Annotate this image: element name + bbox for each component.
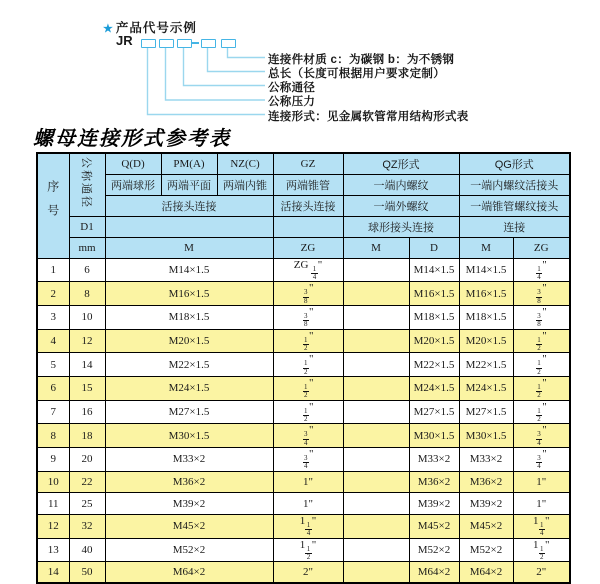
cell-qz_d: M36×2	[409, 471, 459, 493]
cell-m: M33×2	[105, 448, 273, 472]
table-row	[37, 493, 570, 515]
cell-no: 7	[37, 400, 69, 424]
cell-qg_m: M36×2	[459, 471, 513, 493]
cell-qg_zg: $\frac{3}{8}$ "	[513, 305, 570, 329]
cell-qg_m: M39×2	[459, 493, 513, 515]
cell-qz_d: M45×2	[409, 514, 459, 538]
cell-qg_m: M33×2	[459, 448, 513, 472]
cell-qz_m	[343, 305, 409, 329]
cell-qz_m	[343, 353, 409, 377]
fraction: $\frac{1}{2}$	[304, 335, 308, 352]
table-row	[37, 329, 570, 353]
cell-m: M36×2	[105, 471, 273, 493]
fraction: $\frac{1}{2}$	[304, 382, 308, 400]
header-thread-m2: M	[343, 237, 409, 258]
header-end-qz: 一端内螺纹	[343, 174, 459, 195]
header-thread-zg2: ZG	[513, 237, 570, 258]
fraction: $\frac{1}{2}$	[537, 382, 541, 400]
cell-qg_m: M18×1.5	[459, 305, 513, 329]
table-row	[37, 353, 570, 377]
cell-qg_zg: 1 $\frac{1}{2}$ "	[513, 538, 570, 562]
header-form-pma: PM(A)	[161, 153, 217, 174]
fraction: $\frac{3}{8}$	[304, 288, 308, 305]
cell-qz_m	[343, 562, 409, 584]
header-thread-m1: M	[105, 237, 273, 258]
cell-dn: 32	[69, 514, 105, 538]
table-row	[37, 376, 570, 400]
callout-line	[208, 47, 266, 72]
cell-qz_m	[343, 514, 409, 538]
cell-qz_m	[343, 471, 409, 493]
cell-no: 12	[37, 514, 69, 538]
cell-qg_m: M52×2	[459, 538, 513, 562]
nut-connection-table	[36, 152, 571, 584]
cell-no: 2	[37, 282, 69, 306]
diagram-heading-text: 产品代号示例	[115, 21, 197, 35]
code-segment-box	[177, 39, 192, 48]
cell-qg_zg: 1"	[513, 471, 570, 493]
header-end-nzc: 两端内锥	[217, 174, 273, 195]
cell-gz: 1 $\frac{1}{2}$ "	[273, 538, 343, 562]
cell-qg_m: M16×1.5	[459, 282, 513, 306]
cell-gz: $\frac{1}{2}$ "	[273, 400, 343, 424]
table-row	[37, 305, 570, 329]
cell-qg_m: M30×1.5	[459, 424, 513, 448]
star-icon: ★	[103, 23, 114, 35]
cell-no: 4	[37, 329, 69, 353]
cell-no: 6	[37, 376, 69, 400]
code-prefix: JR	[116, 33, 133, 48]
cell-qg_m: M27×1.5	[459, 400, 513, 424]
header-thread-zg1: ZG	[273, 237, 343, 258]
fraction: $\frac{1}{4}$	[312, 264, 317, 281]
header-form-gz: GZ	[273, 153, 343, 174]
cell-m: M24×1.5	[105, 376, 273, 400]
cell-no: 3	[37, 305, 69, 329]
header-conn-union: 活接头连接	[105, 195, 273, 216]
cell-m: M27×1.5	[105, 400, 273, 424]
cell-no: 9	[37, 448, 69, 472]
cell-dn: 40	[69, 538, 105, 562]
cell-gz: $\frac{3}{4}$ "	[273, 424, 343, 448]
cell-qg_zg: $\frac{1}{2}$ "	[513, 353, 570, 377]
cell-qz_d: M14×1.5	[409, 258, 459, 282]
cell-dn: 6	[69, 258, 105, 282]
cell-qz_d: M33×2	[409, 448, 459, 472]
table-row	[37, 282, 570, 306]
cell-dn: 10	[69, 305, 105, 329]
cell-qz_d: M64×2	[409, 562, 459, 584]
cell-qz_m	[343, 493, 409, 515]
cell-m: M52×2	[105, 538, 273, 562]
cell-qg_zg: $\frac{1}{2}$ "	[513, 376, 570, 400]
cell-dn: 22	[69, 471, 105, 493]
cell-dn: 15	[69, 376, 105, 400]
cell-gz: $\frac{3}{8}$ "	[273, 282, 343, 306]
fraction: $\frac{1}{4}$	[540, 520, 544, 538]
cell-dn: 16	[69, 400, 105, 424]
cell-qz_d: M24×1.5	[409, 376, 459, 400]
cell-no: 10	[37, 471, 69, 493]
table-row	[37, 562, 570, 584]
cell-m: M45×2	[105, 514, 273, 538]
table-row	[37, 448, 570, 472]
fraction: $\frac{3}{8}$	[537, 311, 541, 329]
table-row	[37, 424, 570, 448]
header-subconn-qg: 连接	[459, 216, 570, 237]
cell-dn: 8	[69, 282, 105, 306]
header-seq: 序号	[37, 153, 69, 258]
cell-m: M64×2	[105, 562, 273, 584]
cell-qz_d: M18×1.5	[409, 305, 459, 329]
cell-qg_m: M22×1.5	[459, 353, 513, 377]
cell-m: M22×1.5	[105, 353, 273, 377]
header-end-qd: 两端球形	[105, 174, 161, 195]
fraction: $\frac{3}{4}$	[304, 454, 308, 471]
callout-label: 总长（长度可根据用户要求定制）	[268, 67, 445, 80]
code-segment-box	[201, 39, 216, 48]
cell-gz: 1 $\frac{1}{4}$ "	[273, 514, 343, 538]
cell-m: M14×1.5	[105, 258, 273, 282]
cell-qg_m: M64×2	[459, 562, 513, 584]
cell-qz_m	[343, 424, 409, 448]
callout-line	[228, 47, 266, 58]
table-row	[37, 400, 570, 424]
header-subconn-qz: 球形接头连接	[343, 216, 459, 237]
callout-label: 公称压力	[268, 96, 316, 108]
table-row	[37, 514, 570, 538]
cell-no: 8	[37, 424, 69, 448]
cell-m: M18×1.5	[105, 305, 273, 329]
cell-no: 11	[37, 493, 69, 515]
callout-line	[166, 47, 266, 100]
cell-qz_m	[343, 329, 409, 353]
cell-dn: 50	[69, 562, 105, 584]
cell-qg_m: M20×1.5	[459, 329, 513, 353]
table-row	[37, 258, 570, 282]
table-header	[37, 153, 570, 258]
cell-dn: 14	[69, 353, 105, 377]
callout-label: 连接形式：见金属软管常用结构形式表	[268, 110, 469, 123]
cell-no: 13	[37, 538, 69, 562]
header-end-pma: 两端平面	[161, 174, 217, 195]
cell-qz_m	[343, 376, 409, 400]
fraction: $\frac{1}{2}$	[537, 406, 541, 423]
header-mm: mm	[69, 237, 105, 258]
fraction: $\frac{1}{4}$	[306, 520, 311, 538]
cell-gz: $\frac{1}{2}$ "	[273, 353, 343, 377]
fraction: $\frac{1}{4}$	[537, 264, 541, 281]
cell-qz_d: M52×2	[409, 538, 459, 562]
fraction: $\frac{1}{2}$	[306, 544, 311, 561]
cell-dn: 12	[69, 329, 105, 353]
code-segment-box	[141, 39, 156, 48]
table-row	[37, 538, 570, 562]
fraction: $\frac{1}{2}$	[537, 359, 541, 376]
header-form-nzc: NZ(C)	[217, 153, 273, 174]
cell-qg_zg: 1 $\frac{1}{4}$ "	[513, 514, 570, 538]
cell-qz_m	[343, 448, 409, 472]
cell-qg_zg: $\frac{1}{2}$ "	[513, 329, 570, 353]
cell-qg_zg: $\frac{1}{2}$ "	[513, 400, 570, 424]
cell-m: M30×1.5	[105, 424, 273, 448]
header-conn-qz: 一端外螺纹	[343, 195, 459, 216]
cell-qg_zg: $\frac{1}{4}$ "	[513, 258, 570, 282]
cell-m: M39×2	[105, 493, 273, 515]
fraction: $\frac{3}{4}$	[537, 454, 541, 471]
cell-qz_d: M27×1.5	[409, 400, 459, 424]
table-body	[37, 258, 570, 583]
code-segment-box	[159, 39, 174, 48]
header-thread-m3: M	[459, 237, 513, 258]
header-end-gz: 两端锥管	[273, 174, 343, 195]
fraction: $\frac{1}{2}$	[304, 359, 308, 376]
header-form-qg: QG形式	[459, 153, 570, 174]
header-conn-qg: 一端锥管螺纹接头	[459, 195, 570, 216]
table-row	[37, 471, 570, 493]
cell-gz: 2"	[273, 562, 343, 584]
fraction: $\frac{1}{2}$	[537, 335, 541, 352]
cell-qz_m	[343, 282, 409, 306]
dash-separator	[192, 42, 199, 44]
header-dn: 公称通径	[69, 153, 105, 216]
cell-qg_zg: $\frac{3}{8}$ "	[513, 282, 570, 306]
cell-gz: ZG $\frac{1}{4}$ "	[273, 258, 343, 282]
cell-dn: 18	[69, 424, 105, 448]
header-empty-1	[105, 216, 273, 237]
fraction: $\frac{3}{8}$	[304, 311, 308, 329]
cell-qg_zg: 1"	[513, 493, 570, 515]
cell-qz_d: M30×1.5	[409, 424, 459, 448]
cell-qg_zg: 2"	[513, 562, 570, 584]
cell-gz: $\frac{1}{2}$ "	[273, 329, 343, 353]
cell-qz_d: M39×2	[409, 493, 459, 515]
cell-gz: 1"	[273, 471, 343, 493]
header-form-qz: QZ形式	[343, 153, 459, 174]
callout-label: 连接件材质 c：为碳钢 b：为不锈钢	[268, 53, 455, 66]
header-d1: D1	[69, 216, 105, 237]
cell-qg_zg: $\frac{3}{4}$ "	[513, 424, 570, 448]
cell-qz_m	[343, 258, 409, 282]
cell-gz: 1"	[273, 493, 343, 515]
fraction: $\frac{3}{4}$	[304, 430, 308, 447]
cell-gz: $\frac{3}{4}$ "	[273, 448, 343, 472]
cell-gz: $\frac{1}{2}$ "	[273, 376, 343, 400]
header-end-qg: 一端内螺纹活接头	[459, 174, 570, 195]
cell-no: 1	[37, 258, 69, 282]
header-conn-gz: 活接头连接	[273, 195, 343, 216]
table-title: 螺母连接形式参考表	[33, 128, 231, 150]
cell-no: 5	[37, 353, 69, 377]
header-empty-2	[273, 216, 343, 237]
cell-qg_m: M24×1.5	[459, 376, 513, 400]
cell-qz_d: M20×1.5	[409, 329, 459, 353]
cell-no: 14	[37, 562, 69, 584]
cell-qg_m: M14×1.5	[459, 258, 513, 282]
cell-gz: $\frac{3}{8}$ "	[273, 305, 343, 329]
cell-dn: 20	[69, 448, 105, 472]
fraction: $\frac{3}{4}$	[537, 430, 541, 447]
code-segment-box	[221, 39, 236, 48]
cell-qg_zg: $\frac{3}{4}$ "	[513, 448, 570, 472]
header-thread-d: D	[409, 237, 459, 258]
callout-line	[184, 47, 266, 86]
fraction: $\frac{3}{8}$	[537, 288, 541, 305]
cell-qg_m: M45×2	[459, 514, 513, 538]
header-form-qd: Q(D)	[105, 153, 161, 174]
cell-dn: 25	[69, 493, 105, 515]
fraction: $\frac{1}{2}$	[304, 406, 308, 423]
cell-qz_d: M16×1.5	[409, 282, 459, 306]
callout-label: 公称通径	[268, 81, 316, 94]
cell-m: M20×1.5	[105, 329, 273, 353]
cell-m: M16×1.5	[105, 282, 273, 306]
cell-qz_m	[343, 400, 409, 424]
fraction: $\frac{1}{2}$	[540, 544, 544, 561]
cell-qz_d: M22×1.5	[409, 353, 459, 377]
cell-qz_m	[343, 538, 409, 562]
